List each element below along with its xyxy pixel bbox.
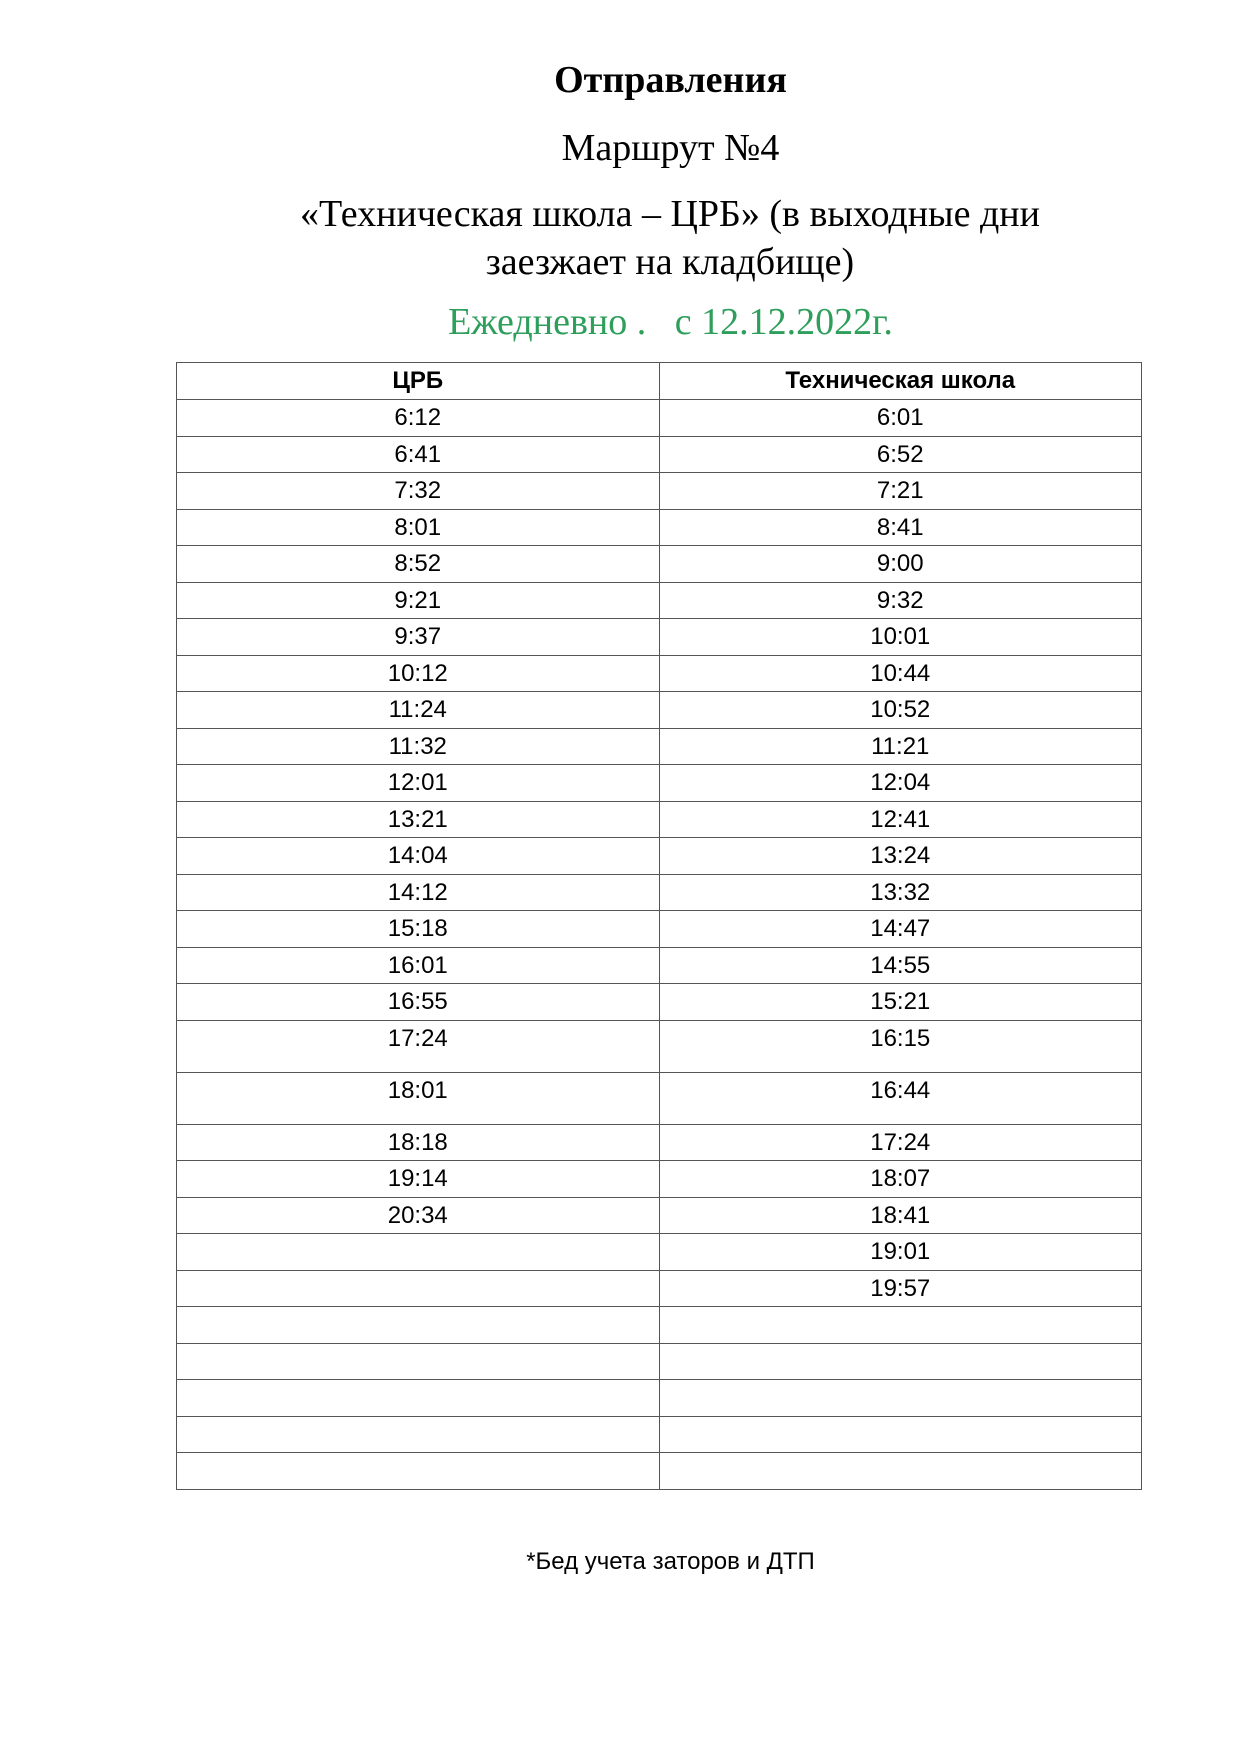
table-row	[177, 1234, 1142, 1271]
footnote: *Бед учета заторов и ДТП	[526, 1548, 815, 1575]
cell-crb-time: 11:32	[177, 728, 660, 765]
column-header-technical-school: Техническая школа	[659, 363, 1142, 400]
cell-crb-time: 16:55	[177, 984, 660, 1021]
table-row	[177, 1072, 1142, 1124]
cell-crb-time: 6:41	[177, 436, 660, 473]
table-row	[177, 765, 1142, 802]
cell-technical-school-time: 11:21	[659, 728, 1142, 765]
cell-technical-school-time: 18:41	[659, 1197, 1142, 1234]
cell-technical-school-time: 14:55	[659, 947, 1142, 984]
cell-crb-time: 8:52	[177, 546, 660, 583]
cell-technical-school-time	[659, 1416, 1142, 1453]
cell-crb-time: 19:14	[177, 1161, 660, 1198]
cell-technical-school-time	[659, 1343, 1142, 1380]
table-row	[177, 1124, 1142, 1161]
table-row	[177, 1197, 1142, 1234]
cell-technical-school-time: 8:41	[659, 509, 1142, 546]
cell-crb-time	[177, 1270, 660, 1307]
table-row	[177, 911, 1142, 948]
cell-crb-time	[177, 1234, 660, 1271]
table-row	[177, 1307, 1142, 1344]
cell-technical-school-time: 13:24	[659, 838, 1142, 875]
cell-crb-time: 12:01	[177, 765, 660, 802]
cell-technical-school-time	[659, 1307, 1142, 1344]
table-row	[177, 473, 1142, 510]
cell-crb-time	[177, 1343, 660, 1380]
cell-crb-time	[177, 1453, 660, 1490]
page-title: Отправления	[554, 59, 787, 101]
column-header-crb: ЦРБ	[177, 363, 660, 400]
cell-technical-school-time: 7:21	[659, 473, 1142, 510]
cell-crb-time: 15:18	[177, 911, 660, 948]
cell-technical-school-time: 10:44	[659, 655, 1142, 692]
table-row	[177, 582, 1142, 619]
cell-technical-school-time: 18:07	[659, 1161, 1142, 1198]
cell-crb-time: 14:04	[177, 838, 660, 875]
cell-technical-school-time: 14:47	[659, 911, 1142, 948]
cell-technical-school-time: 10:52	[659, 692, 1142, 729]
table-row	[177, 1020, 1142, 1072]
cell-crb-time	[177, 1307, 660, 1344]
cell-technical-school-time: 16:44	[659, 1072, 1142, 1124]
table-row	[177, 801, 1142, 838]
table-row	[177, 1343, 1142, 1380]
table-row	[177, 400, 1142, 437]
cell-technical-school-time: 10:01	[659, 619, 1142, 656]
cell-crb-time: 9:37	[177, 619, 660, 656]
departure-timetable	[176, 362, 1142, 1490]
cell-technical-school-time: 6:01	[659, 400, 1142, 437]
table-row	[177, 728, 1142, 765]
cell-technical-school-time: 6:52	[659, 436, 1142, 473]
cell-technical-school-time: 19:57	[659, 1270, 1142, 1307]
cell-crb-time	[177, 1416, 660, 1453]
cell-crb-time: 10:12	[177, 655, 660, 692]
cell-crb-time: 20:34	[177, 1197, 660, 1234]
table-row	[177, 546, 1142, 583]
cell-crb-time: 9:21	[177, 582, 660, 619]
cell-crb-time: 17:24	[177, 1020, 660, 1072]
table-row	[177, 1380, 1142, 1417]
cell-technical-school-time: 16:15	[659, 1020, 1142, 1072]
cell-crb-time: 8:01	[177, 509, 660, 546]
table-row	[177, 1270, 1142, 1307]
table-row	[177, 655, 1142, 692]
cell-crb-time: 18:18	[177, 1124, 660, 1161]
table-row	[177, 984, 1142, 1021]
timetable-body	[177, 400, 1142, 1490]
cell-technical-school-time: 9:32	[659, 582, 1142, 619]
cell-technical-school-time: 15:21	[659, 984, 1142, 1021]
table-row	[177, 692, 1142, 729]
cell-crb-time: 18:01	[177, 1072, 660, 1124]
route-description-line-1: «Техническая школа – ЦРБ» (в выходные дни	[300, 193, 1040, 235]
route-description	[240, 190, 1100, 286]
table-row	[177, 436, 1142, 473]
cell-crb-time: 13:21	[177, 801, 660, 838]
cell-crb-time: 6:12	[177, 400, 660, 437]
cell-technical-school-time: 12:41	[659, 801, 1142, 838]
cell-crb-time: 11:24	[177, 692, 660, 729]
route-description-line-2: заезжает на кладбище)	[485, 241, 855, 283]
cell-crb-time: 7:32	[177, 473, 660, 510]
table-row	[177, 874, 1142, 911]
table-row	[177, 947, 1142, 984]
schedule-validity: Ежедневно . с 12.12.2022г.	[448, 301, 893, 343]
table-row	[177, 1453, 1142, 1490]
table-row	[177, 509, 1142, 546]
table-row	[177, 619, 1142, 656]
cell-technical-school-time: 9:00	[659, 546, 1142, 583]
cell-technical-school-time	[659, 1453, 1142, 1490]
cell-crb-time: 16:01	[177, 947, 660, 984]
table-header-row	[177, 363, 1142, 400]
table-row	[177, 1161, 1142, 1198]
cell-technical-school-time	[659, 1380, 1142, 1417]
route-number: Маршрут №4	[561, 127, 780, 169]
table-row	[177, 1416, 1142, 1453]
cell-technical-school-time: 17:24	[659, 1124, 1142, 1161]
cell-crb-time	[177, 1380, 660, 1417]
cell-technical-school-time: 19:01	[659, 1234, 1142, 1271]
cell-technical-school-time: 12:04	[659, 765, 1142, 802]
cell-crb-time: 14:12	[177, 874, 660, 911]
table-row	[177, 838, 1142, 875]
cell-technical-school-time: 13:32	[659, 874, 1142, 911]
